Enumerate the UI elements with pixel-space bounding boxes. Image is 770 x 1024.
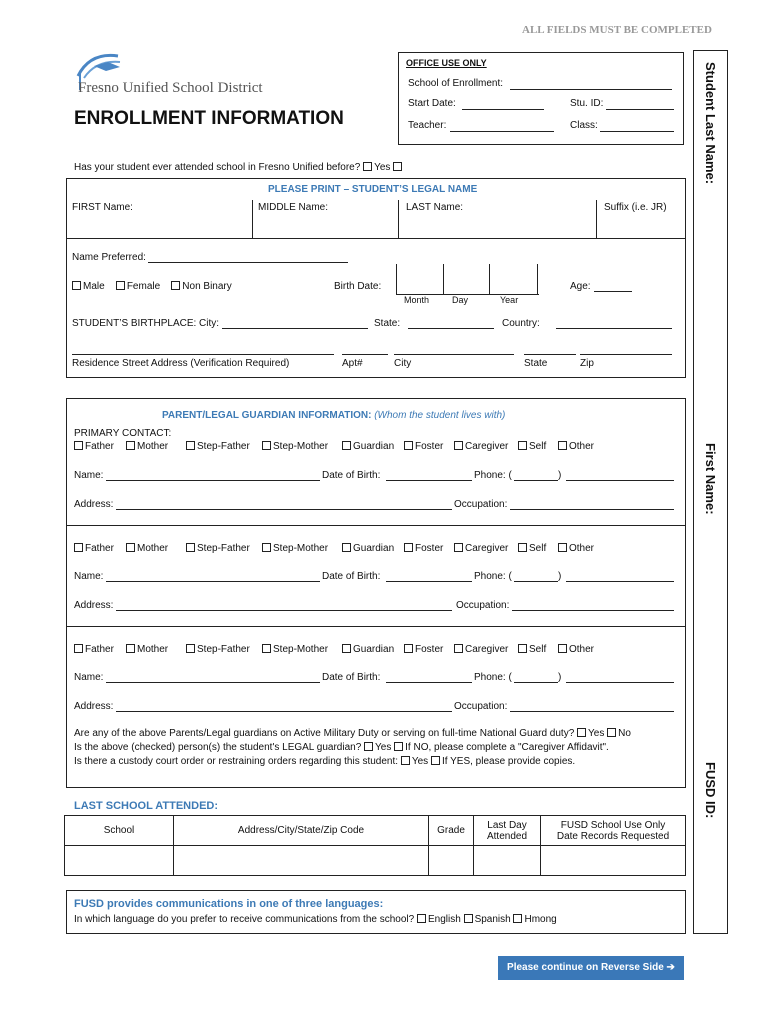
- custody-yes-checkbox[interactable]: [401, 756, 410, 765]
- g2-stepmother-checkbox[interactable]: [262, 543, 271, 552]
- teacher-label: Teacher:: [408, 120, 447, 131]
- g2-dob-field[interactable]: [386, 581, 472, 582]
- lang-spanish-label: Spanish: [474, 914, 511, 925]
- g3-mother-label: Mother: [137, 644, 169, 655]
- col-last-day-line2: Attended: [486, 830, 528, 842]
- col-last-day-header: [474, 816, 541, 846]
- age-label: Age:: [570, 281, 591, 292]
- zip-field[interactable]: [580, 354, 672, 355]
- g2-father-checkbox[interactable]: [74, 543, 83, 552]
- g1-other-label: Other: [569, 441, 595, 452]
- g3-mother-checkbox[interactable]: [126, 644, 135, 653]
- gender-male-label: Male: [83, 281, 105, 292]
- g3-caregiver-label: Caregiver: [465, 644, 509, 655]
- student-heading: PLEASE PRINT – STUDENT’S LEGAL NAME: [268, 184, 478, 195]
- school-of-enrollment-label: School of Enrollment:: [408, 78, 504, 89]
- street-address-field[interactable]: [72, 354, 334, 355]
- lang-hmong-label: Hmong: [524, 914, 557, 925]
- g1-phone-label: Phone: (: [474, 470, 512, 481]
- g3-other-checkbox[interactable]: [558, 644, 567, 653]
- military-no-label: No: [618, 728, 631, 739]
- g3-father-checkbox[interactable]: [74, 644, 83, 653]
- office-heading: OFFICE USE ONLY: [406, 58, 487, 68]
- g2-name-field[interactable]: [106, 581, 320, 582]
- g2-father-label: Father: [85, 543, 114, 554]
- g1-caregiver-checkbox[interactable]: [454, 441, 463, 450]
- custody-no-checkbox[interactable]: [431, 756, 440, 765]
- attended-no-checkbox[interactable]: [393, 162, 402, 171]
- g3-stepmother-checkbox[interactable]: [262, 644, 271, 653]
- birthplace-state-field[interactable]: [408, 328, 494, 329]
- gender-nonbinary-checkbox[interactable]: [171, 281, 180, 290]
- name-divider-1: [252, 200, 253, 238]
- g2-stepfather-label: Step-Father: [197, 543, 250, 554]
- lang-english-label: English: [427, 914, 461, 925]
- col-fusd-header: [541, 816, 686, 846]
- year-label: Year: [500, 295, 519, 305]
- start-date-field[interactable]: [462, 109, 544, 110]
- g1-self-label: Self: [529, 441, 547, 452]
- primary-contact-label: PRIMARY CONTACT:: [74, 428, 172, 439]
- g1-occupation-field[interactable]: [510, 509, 674, 510]
- street-address-label: Residence Street Address (Verification Required): [72, 358, 290, 369]
- col-school-header: School: [65, 816, 174, 846]
- address-cell[interactable]: [174, 846, 429, 876]
- month-label: Month: [404, 295, 430, 305]
- state-label: State: [524, 358, 548, 369]
- g1-foster-label: Foster: [415, 441, 444, 452]
- g1-dob-field[interactable]: [386, 480, 472, 481]
- g2-occupation-field[interactable]: [512, 610, 674, 611]
- col-grade-header: Grade: [429, 816, 474, 846]
- class-field[interactable]: [600, 131, 674, 132]
- g2-phone-close: ): [558, 571, 562, 582]
- col-fusd-line2: Date Records Requested: [556, 830, 670, 842]
- language-question-text: In which language do you prefer to receive communications from the school?: [74, 914, 415, 925]
- gender-nonbinary-label: Non Binary: [182, 281, 232, 292]
- language-section: [66, 890, 686, 934]
- g2-other-checkbox[interactable]: [558, 543, 567, 552]
- attended-yes-checkbox[interactable]: [363, 162, 372, 171]
- birthplace-city-field[interactable]: [222, 328, 368, 329]
- page-title: ENROLLMENT INFORMATION: [74, 108, 344, 129]
- g1-father-checkbox[interactable]: [74, 441, 83, 450]
- g1-name-field[interactable]: [106, 480, 320, 481]
- student-section: [66, 178, 686, 378]
- g2-caregiver-checkbox[interactable]: [454, 543, 463, 552]
- g1-phone-field[interactable]: [566, 480, 674, 481]
- last-school-table: [64, 815, 686, 876]
- birthplace-country-field[interactable]: [556, 328, 672, 329]
- city-field[interactable]: [394, 354, 514, 355]
- g2-stepmother-label: Step-Mother: [273, 543, 329, 554]
- g2-mother-label: Mother: [137, 543, 169, 554]
- g3-name-field[interactable]: [106, 682, 320, 683]
- gender-female-label: Female: [126, 281, 161, 292]
- g3-caregiver-checkbox[interactable]: [454, 644, 463, 653]
- g1-self-checkbox[interactable]: [518, 441, 527, 450]
- custody-no-label: If YES, please provide copies.: [441, 756, 576, 767]
- g1-phone-close: ): [558, 470, 562, 481]
- first-name-label: FIRST Name:: [72, 202, 133, 213]
- g3-phone-area-field[interactable]: [514, 682, 558, 683]
- g2-phone-area-field[interactable]: [514, 581, 558, 582]
- g2-self-checkbox[interactable]: [518, 543, 527, 552]
- state-field[interactable]: [524, 354, 576, 355]
- suffix-label: Suffix (i.e. JR): [604, 202, 667, 213]
- custody-question: [74, 756, 575, 767]
- birth-date-label: Birth Date:: [334, 281, 382, 292]
- legal-guardian-question: [74, 742, 609, 753]
- g2-name-label: Name:: [74, 571, 104, 582]
- birthplace-country-label: Country:: [502, 318, 540, 329]
- teacher-field[interactable]: [450, 131, 554, 132]
- attended-question: [74, 162, 404, 173]
- g3-address-field[interactable]: [116, 711, 452, 712]
- col-address-header: Address/City/State/Zip Code: [174, 816, 429, 846]
- age-field[interactable]: [594, 291, 632, 292]
- zip-label: Zip: [580, 358, 594, 369]
- g2-other-label: Other: [569, 543, 595, 554]
- military-no-checkbox[interactable]: [607, 728, 616, 737]
- language-question: [74, 914, 557, 925]
- birthplace-state-label: State:: [374, 318, 401, 329]
- g3-self-checkbox[interactable]: [518, 644, 527, 653]
- g2-occupation-label: Occupation:: [456, 600, 510, 611]
- g3-foster-checkbox[interactable]: [404, 644, 413, 653]
- col-fusd-line1: FUSD School Use Only: [560, 819, 666, 831]
- side-first-name-label: First Name:: [703, 443, 718, 515]
- lang-english-checkbox[interactable]: [417, 914, 426, 923]
- g3-father-label: Father: [85, 644, 114, 655]
- name-row-divider: [66, 238, 686, 239]
- gender-female-checkbox[interactable]: [116, 281, 125, 290]
- gender-male-checkbox[interactable]: [72, 281, 81, 290]
- g1-father-label: Father: [85, 441, 114, 452]
- stu-id-label: Stu. ID:: [570, 98, 604, 109]
- stu-id-field[interactable]: [606, 109, 674, 110]
- legal-yes-checkbox[interactable]: [364, 742, 373, 751]
- language-heading: FUSD provides communications in one of three languages:: [74, 898, 384, 910]
- attended-question-text: Has your student ever attended school in Fresno Unified before?: [74, 162, 361, 173]
- military-yes-checkbox[interactable]: [577, 728, 586, 737]
- g2-address-label: Address:: [74, 600, 114, 611]
- birthplace-city-label: STUDENT’S BIRTHPLACE: City:: [72, 318, 220, 329]
- g2-guardian-checkbox[interactable]: [342, 543, 351, 552]
- g2-caregiver-label: Caregiver: [465, 543, 509, 554]
- side-last-name-label: Student Last Name:: [703, 62, 718, 185]
- g2-mother-checkbox[interactable]: [126, 543, 135, 552]
- g1-foster-checkbox[interactable]: [404, 441, 413, 450]
- lang-spanish-checkbox[interactable]: [464, 914, 473, 923]
- custody-question-text: Is there a custody court order or restraining orders regarding this student:: [74, 756, 399, 767]
- name-divider-3: [596, 200, 597, 238]
- g1-dob-label: Date of Birth:: [322, 470, 381, 481]
- g1-address-label: Address:: [74, 499, 114, 510]
- birth-date-field[interactable]: [396, 264, 539, 295]
- attended-yes-label: Yes: [374, 162, 391, 173]
- continue-button[interactable]: Please continue on Reverse Side ➔: [498, 956, 684, 980]
- legal-guardian-question-text: Is the above (checked) person(s) the student's LEGAL guardian?: [74, 742, 362, 753]
- lang-hmong-checkbox[interactable]: [513, 914, 522, 923]
- guardian-divider-1: [66, 525, 686, 526]
- g1-address-field[interactable]: [116, 509, 452, 510]
- g2-phone-label: Phone: (: [474, 571, 512, 582]
- g1-occupation-label: Occupation:: [454, 499, 508, 510]
- day-label: Day: [452, 295, 469, 305]
- g1-caregiver-label: Caregiver: [465, 441, 509, 452]
- col-last-day-line1: Last Day: [487, 819, 527, 831]
- guardian-heading-text: PARENT/LEGAL GUARDIAN INFORMATION:: [162, 410, 372, 421]
- school-cell[interactable]: [65, 846, 174, 876]
- apt-field[interactable]: [342, 354, 388, 355]
- g1-mother-checkbox[interactable]: [126, 441, 135, 450]
- g2-foster-label: Foster: [415, 543, 444, 554]
- g3-foster-label: Foster: [415, 644, 444, 655]
- name-preferred-label: Name Preferred:: [72, 252, 146, 263]
- g3-occupation-field[interactable]: [510, 711, 674, 712]
- g3-guardian-checkbox[interactable]: [342, 644, 351, 653]
- start-date-label: Start Date:: [408, 98, 456, 109]
- g1-mother-label: Mother: [137, 441, 169, 452]
- g3-self-label: Self: [529, 644, 547, 655]
- name-divider-2: [398, 200, 399, 238]
- header-note: ALL FIELDS MUST BE COMPLETED: [522, 24, 712, 36]
- g3-dob-label: Date of Birth:: [322, 672, 381, 683]
- g3-phone-label: Phone: (: [474, 672, 512, 683]
- legal-yes-label: Yes: [375, 742, 392, 753]
- g2-phone-field[interactable]: [566, 581, 674, 582]
- school-of-enrollment-field[interactable]: [510, 89, 672, 90]
- g3-phone-close: ): [558, 672, 562, 683]
- gender-options: [72, 281, 232, 292]
- g3-other-label: Other: [569, 644, 595, 655]
- g1-guardian-checkbox[interactable]: [342, 441, 351, 450]
- side-fusd-id-label: FUSD ID:: [703, 762, 718, 819]
- military-yes-label: Yes: [588, 728, 605, 739]
- last-school-heading: LAST SCHOOL ATTENDED:: [74, 800, 219, 812]
- city-label: City: [394, 358, 412, 369]
- g3-occupation-label: Occupation:: [454, 701, 508, 712]
- last-day-cell[interactable]: [474, 846, 541, 876]
- g2-address-field[interactable]: [116, 610, 452, 611]
- g2-stepfather-checkbox[interactable]: [186, 543, 195, 552]
- g2-foster-checkbox[interactable]: [404, 543, 413, 552]
- legal-no-checkbox[interactable]: [394, 742, 403, 751]
- g3-phone-field[interactable]: [566, 682, 674, 683]
- district-name: Fresno Unified School District: [78, 80, 263, 96]
- apt-label: Apt#: [342, 358, 363, 369]
- g1-stepmother-checkbox[interactable]: [262, 441, 271, 450]
- g3-stepfather-label: Step-Father: [197, 644, 250, 655]
- guardian-divider-2: [66, 626, 686, 627]
- custody-yes-label: Yes: [411, 756, 429, 767]
- g1-other-checkbox[interactable]: [558, 441, 567, 450]
- last-name-label: LAST Name:: [406, 202, 464, 213]
- g3-name-label: Name:: [74, 672, 104, 683]
- g1-stepfather-label: Step-Father: [197, 441, 250, 452]
- class-label: Class:: [570, 120, 598, 131]
- grade-cell[interactable]: [429, 846, 474, 876]
- g1-name-label: Name:: [74, 470, 104, 481]
- legal-no-label: If NO, please complete a "Caregiver Affidavit".: [405, 742, 609, 753]
- military-question: [74, 728, 631, 739]
- g3-stepmother-label: Step-Mother: [273, 644, 329, 655]
- g1-stepmother-label: Step-Mother: [273, 441, 329, 452]
- middle-name-label: MIDDLE Name:: [258, 202, 329, 213]
- name-preferred-field[interactable]: [148, 262, 348, 263]
- g1-stepfather-checkbox[interactable]: [186, 441, 195, 450]
- records-requested-cell[interactable]: [541, 846, 686, 876]
- g3-stepfather-checkbox[interactable]: [186, 644, 195, 653]
- military-question-text: Are any of the above Parents/Legal guardians on Active Military Duty or serving on full-time National Guard duty?: [74, 728, 575, 739]
- g2-dob-label: Date of Birth:: [322, 571, 381, 582]
- guardian-heading: [162, 410, 505, 421]
- g3-address-label: Address:: [74, 701, 114, 712]
- g2-guardian-label: Guardian: [353, 543, 395, 554]
- g1-phone-area-field[interactable]: [514, 480, 558, 481]
- guardian-heading-note: (Whom the student lives with): [374, 410, 506, 421]
- g3-dob-field[interactable]: [386, 682, 472, 683]
- g1-guardian-label: Guardian: [353, 441, 395, 452]
- g3-guardian-label: Guardian: [353, 644, 395, 655]
- g2-self-label: Self: [529, 543, 547, 554]
